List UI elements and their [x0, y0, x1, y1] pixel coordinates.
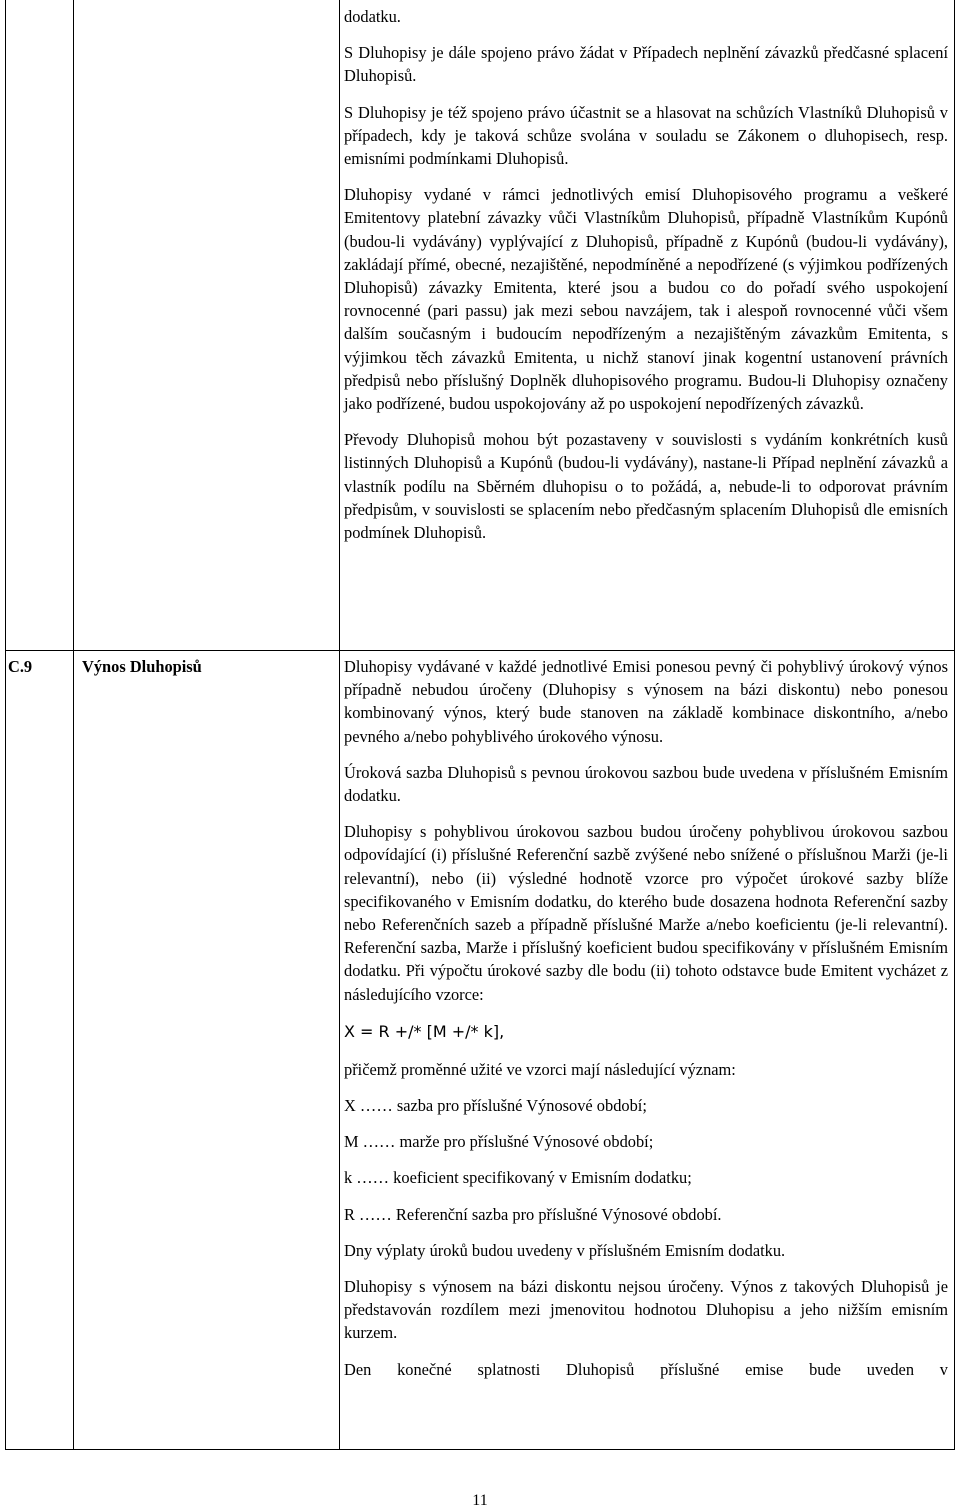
- formula: X = R +/* [M +/* k],: [344, 1021, 505, 1041]
- column-divider-2: [339, 0, 340, 1449]
- continuation-text: dodatku.: [344, 7, 401, 26]
- paragraph-discount: Dluhopisy s výnosem na bázi diskontu nejsou úročeny. Výnos z takových Dluhopisů je představován rozdílem mezi jmenovitou hodnotou Dluhopisu a jeho nižším emisním kurzem.: [344, 1277, 948, 1343]
- paragraph-floating-rate: Dluhopisy s pohyblivou úrokovou sazbou budou úročeny pohyblivou úrokovou sazbou odpovídající (i) příslušné Referenční sazbě zvýšené nebo snížené o příslušnou Marži (je-li relevantní), nebo (ii) výsledné hodnotě vzorce pro výpočet úrokové sazby blíže specifikovaného v Emisním dodatku, do kterého bude dosazena hodnota Referenční sazby nebo Referenčních sazeb a případně příslušné Marže a/nebo koeficientu (je-li relevantní). Referenční sazba, Marže i příslušný koeficient budou specifikovány v příslušném Emisním dodatku. Při výpočtu úrokové sazby dle bodu (ii) tohoto odstavce bude Emitent vycházet z následujícího vzorce:: [344, 822, 948, 1004]
- column-divider-1: [73, 0, 74, 1449]
- paragraph-payment-days: Dny výplaty úroků budou uvedeny v příslušném Emisním dodatku.: [344, 1240, 786, 1260]
- paragraph-yield-types: Dluhopisy vydávané v každé jednotlivé Emisi ponesou pevný či pohyblivý úrokový výnos případně nebudou úročeny (Dluhopisy s výnosem na bázi diskontu) nebo ponesou kombinovaný výnos, který bude stanoven na základě kombinace diskontního, a/nebo pevného a/nebo pohyblivého úrokového výnosu.: [344, 657, 948, 746]
- page-number: 11: [472, 1492, 488, 1509]
- paragraph-early-redemption: S Dluhopisy je dále spojeno právo žádat v Případech neplnění závazků předčasné splacení Dluhopisů.: [344, 43, 948, 86]
- paragraph-ranking: Dluhopisy vydané v rámci jednotlivých emisí Dluhopisového programu a veškeré Emitentovy platební závazky vůči Vlastníkům Dluhopisů, případně Vlastníkům Kupónů (budou-li vydávány) vyplývající z Dluhopisů, případně z Kupónů (budou-li vydávány), zakládají přímé, obecné, nezajištěné, nepodmíněné a nepodřízené (s výjimkou podřízených Dluhopisů) závazky Emitenta, které jsou a budou co do pořadí svého uspokojení rovnocenné (pari passu) jak mezi sebou navzájem, tak i alespoň rovnocenné vůči všem dalším současným i budoucím nepodřízeným a nezajištěným závazkům Emitenta, s výjimkou těch závazků Emitenta, u nichž stanoví jinak kogentní ustanovení právních předpisů nebo příslušný Doplněk dluhopisového programu. Budou-li Dluhopisy označeny jako podřízené, budou uspokojovány až po uspokojení nepodřízených závazků.: [344, 185, 948, 414]
- section-title: Výnos Dluhopisů: [82, 657, 202, 676]
- section-text-block: [344, 655, 948, 1381]
- paragraph-meetings: S Dluhopisy je též spojeno právo účastnit se a hlasovat na schůzích Vlastníků Dluhopisů v případech, kdy je taková schůze svolána v souladu se Zákonem o dluhopisech, resp. emisními podmínkami Dluhopisů.: [344, 102, 948, 169]
- definition-r: R …… Referenční sazba pro příslušné Výnosové období.: [344, 1204, 722, 1224]
- meaning-intro: přičemž proměnné užité ve vzorci mají následující význam:: [344, 1059, 736, 1079]
- upper-text-block: [344, 5, 948, 544]
- definition-m: M …… marže pro příslušné Výnosové období;: [344, 1132, 654, 1152]
- row-divider: [6, 650, 954, 651]
- paragraph-fixed-rate: Úroková sazba Dluhopisů s pevnou úrokovou sazbou bude uvedena v příslušném Emisním dodatku.: [344, 762, 948, 806]
- definition-k: k …… koeficient specifikovaný v Emisním dodatku;: [344, 1168, 692, 1188]
- paragraph-maturity: Den konečné splatnosti Dluhopisů příslušné emise bude uveden v: [344, 1359, 948, 1379]
- definition-x: X …… sazba pro příslušné Výnosové období;: [344, 1096, 647, 1116]
- section-number: C.9: [8, 657, 33, 676]
- paragraph-transfers: Převody Dluhopisů mohou být pozastaveny v souvislosti s vydáním konkrétních kusů listinných Dluhopisů a Kupónů (budou-li vydávány), nastane-li Případ neplnění závazků a vlastník podílu na Sběrném dluhopisu o to požádá, a, nebude-li to odporovat právním předpisům, v souvislosti se splacením nebo předčasným splacením Dluhopisů dle emisních podmínek Dluhopisů.: [344, 430, 948, 543]
